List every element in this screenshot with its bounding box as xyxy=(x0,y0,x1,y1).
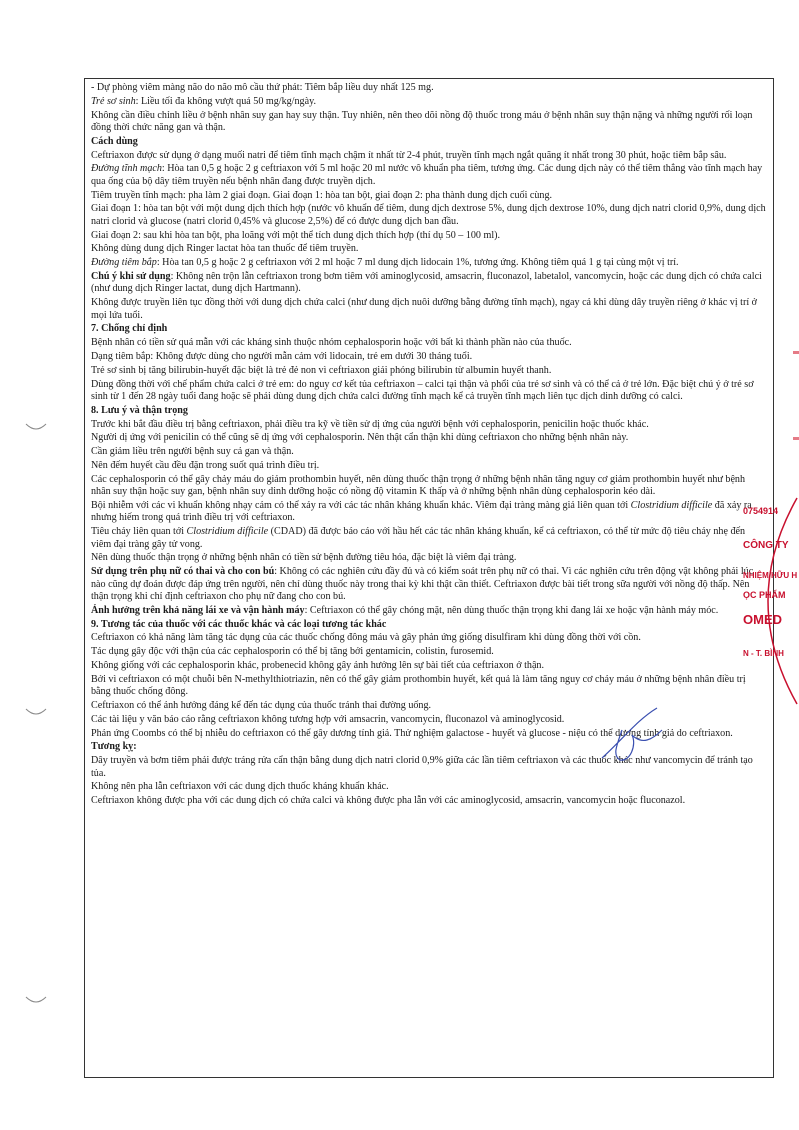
emphasis-text: Đường tĩnh mạch xyxy=(91,163,162,175)
section-heading: Tương kỵ: xyxy=(91,741,137,753)
section-heading: 7. Chống chỉ định xyxy=(91,323,168,335)
paragraph: Phản ứng Coombs có thể bị nhiễu do ceftriaxon có thể gây dương tính giả. Thử nghiệm galactose - huyết và glucose - niệu có thể dương tính giả do ceftriaxon. xyxy=(91,727,733,739)
stamp-text: N - T. BÌNH xyxy=(743,649,784,658)
stamp-text: CÔNG TY xyxy=(743,540,789,551)
emphasis-text: Sử dụng trên phụ nữ có thai và cho con bú xyxy=(91,566,275,578)
paragraph-text: : Không nên trộn lẫn ceftriaxon trong bơm tiêm với aminoglycosid, amsacrin, fluconazol, labetalol, vancomycin, hoặc các dung dịch có chứa calci (như dung dịch Ringer lactat, dung dịch Hartmann). xyxy=(91,270,762,295)
paragraph xyxy=(91,271,767,296)
paragraph: Không cần điều chỉnh liều ở bệnh nhân suy gan hay suy thận. Tuy nhiên, nên theo dõi nồng độ thuốc trong máu ở bệnh nhân suy thận nặng và những người rối loạn đồng thời chức năng gan và thận. xyxy=(91,109,753,133)
paragraph-text: : Không có các nghiên cứu đầy đủ và có kiểm soát trên phụ nữ có thai. Vì các nghiên cứu trên động vật không phải lúc nào cũng dự đoán được đáp ứng trên người, nên chỉ dùng thuốc này trong thai kỳ khi thật cần thiết. Ceftriaxon được bài tiết trong sữa người với nồng độ thấp. Nên thận trọng khi chỉ định ceftriaxon cho phụ nữ đang cho con bú. xyxy=(91,566,754,602)
stamp-text: ỌC PHẨM xyxy=(743,590,786,600)
paragraph: Ceftriaxon không được pha với các dung dịch có chứa calci và không được pha lẫn với các aminoglycosid, amsacrin, vancomycin hoặc fluconazol. xyxy=(91,795,686,807)
paragraph: Giai đoạn 2: sau khi hòa tan bột, pha loãng với một thể tích dung dịch thích hợp (thí dụ 50 – 100 ml). xyxy=(91,229,501,241)
section-heading: 8. Lưu ý và thận trọng xyxy=(91,404,188,416)
emphasis-text: Clostridium difficile xyxy=(630,499,713,511)
edge-mark xyxy=(791,350,799,356)
paragraph: Bệnh nhân có tiền sử quá mẫn với các kháng sinh thuộc nhóm cephalosporin hoặc với bất kì thành phần nào của thuốc. xyxy=(91,337,572,349)
paragraph: Dây truyền và bơm tiêm phải được tráng rửa cẩn thận bằng dung dịch natri clorid 0,9% giữa các lần tiêm ceftriaxon và các thuốc khác như vancomycin để tránh tạo tủa. xyxy=(91,755,753,779)
paragraph xyxy=(91,526,767,551)
section-heading: Cách dùng xyxy=(91,135,138,147)
paragraph: Bởi vì ceftriaxon có một chuỗi bên N-methylthiotriazin, nên có thể gây giảm prothombin huyết, kết quả là làm tăng nguy cơ chảy máu ở những bệnh nhân điều trị bằng thuốc chống đông. xyxy=(91,673,746,698)
paragraph: Giai đoạn 1: hòa tan bột với một dung dịch thích hợp (nước vô khuẩn để tiêm, dung dịch dextrose 5%, dung dịch dextrose 10%, dung dịch natri clorid 0,9%, dung dịch natri clorid và glucose (natri clorid 0,45% và glucose 2,5%) để có được dung dịch ban đầu. xyxy=(91,203,766,227)
emphasis-text: Trẻ sơ sinh xyxy=(91,95,136,107)
paragraph: Không giống với các cephalosporin khác, probenecid không gây ảnh hưởng lên sự bài tiết của ceftriaxon ở thận. xyxy=(91,659,545,671)
paragraph: Nên đếm huyết cầu đều đặn trong suốt quá trình điều trị. xyxy=(91,459,320,471)
paragraph: Tác dụng gây độc với thận của các cephalosporin có thể bị tăng bởi gentamicin, colistin, furosemid. xyxy=(91,646,494,658)
paragraph: Tiêm truyền tĩnh mạch: pha làm 2 giai đoạn. Giai đoạn 1: hòa tan bột, giai đoạn 2: pha thành dung dịch cuối cùng. xyxy=(91,189,553,201)
paragraph: Các tài liệu y văn báo cáo rằng ceftriaxon không tương hợp với amsacrin, vancomycin, fluconazol và aminoglycosid. xyxy=(91,713,565,725)
emphasis-text: Đường tiêm bắp xyxy=(91,257,157,269)
punch-hole-mark xyxy=(22,991,50,1009)
paragraph xyxy=(91,605,767,617)
punch-hole-mark xyxy=(22,418,50,436)
paragraph: Không được truyền liên tục đồng thời với dung dịch chứa calci (như dung dịch nuôi dưỡng bằng đường tĩnh mạch), ngay cả khi dùng dây truyền riêng ở khác vị trí ở mọi lứa tuổi. xyxy=(91,297,757,321)
punch-hole-mark xyxy=(22,703,50,721)
paragraph-text: : Ceftriaxon có thể gây chóng mặt, nên dùng thuốc thận trọng khi đang lái xe hoặc vận hành máy móc. xyxy=(304,604,719,616)
emphasis-text: Ảnh hưởng trên khả năng lái xe và vận hành máy xyxy=(91,604,305,616)
paragraph: Cần giảm liều trên người bệnh suy cả gan và thận. xyxy=(91,446,294,458)
paragraph: Không dùng dung dịch Ringer lactat hòa tan thuốc để tiêm truyền. xyxy=(91,243,359,255)
document-page xyxy=(84,78,774,1078)
paragraph: Ceftriaxon có khả năng làm tăng tác dụng của các thuốc chống đông máu và gây phản ứng giống disulfiram khi dùng đồng thời với cồn. xyxy=(91,632,641,644)
emphasis-text: Clostridium difficile xyxy=(186,526,269,538)
paragraph: Người dị ứng với penicilin có thể cũng sẽ dị ứng với cephalosporin. Nên thật cẩn thận khi dùng ceftriaxon cho những bệnh nhân này. xyxy=(91,432,629,444)
paragraph: Trước khi bắt đầu điều trị bằng ceftriaxon, phải điều tra kỹ về tiền sử dị ứng của người bệnh với cephalosporin, penicilin hoặc thuốc khác. xyxy=(91,418,649,430)
paragraph-text: Bội nhiễm với các vi khuẩn không nhạy cảm có thể xảy ra với các tác nhân kháng khuẩn khác. Viêm đại tràng màng giả liên quan tới xyxy=(91,499,631,511)
paragraph: Các cephalosporin có thể gây chảy máu do giảm prothombin huyết, nên dùng thuốc thận trọng ở những bệnh nhân tăng nguy cơ giảm prothombin huyết như bệnh nhân suy thận hoặc suy gan, bệnh nhân suy dinh dưỡng hoặc có nồng độ vitamin K thấp và ở những bệnh nhân dùng cephalosporin kéo dài. xyxy=(91,473,746,498)
paragraph: Ceftriaxon có thể ảnh hưởng đáng kể đến tác dụng của thuốc tránh thai đường uống. xyxy=(91,699,432,711)
paragraph: Dùng đồng thời với chế phẩm chứa calci ở trẻ em: do nguy cơ kết tủa ceftriaxon – calci tại thận và phổi của trẻ sơ sinh và có thể cả ở trẻ lớn. Đặc biệt chú ý ở trẻ sơ sinh từ 1 đến 28 ngày tuổi đang hoặc sẽ phải dùng dung dịch chứa calci đường tĩnh mạch kể cả truyền tĩnh mạch liên tục dịch dinh dưỡng có calci. xyxy=(91,378,754,402)
stamp-text: OMED xyxy=(743,612,782,627)
paragraph: Dạng tiêm bắp: Không được dùng cho người mẫn cảm với lidocain, trẻ em dưới 30 tháng tuổi. xyxy=(91,350,473,362)
edge-mark xyxy=(791,436,799,442)
paragraph: Trẻ sơ sinh bị tăng bilirubin-huyết đặc biệt là trẻ đẻ non vì ceftriaxon giải phóng bilirubin từ albumin huyết thanh. xyxy=(91,364,552,376)
paragraph-text: : Hòa tan 0,5 g hoặc 2 g ceftriaxon với 2 ml hoặc 7 ml dung dịch lidocain 1%, tương ứng. Không tiêm quá 1 g tại cùng một vị trí. xyxy=(156,257,679,269)
paragraph: - Dự phòng viêm màng não do não mô cầu thứ phát: Tiêm bắp liều duy nhất 125 mg. xyxy=(91,82,434,93)
paragraph: Nên dùng thuốc thận trọng ở những bệnh nhân có tiền sử bệnh đường tiêu hóa, đặc biệt là viêm đại tràng. xyxy=(91,552,517,564)
stamp-text: NHIỆM HỮU H xyxy=(743,571,798,580)
paragraph-text: (CDAD) đã được báo cáo với hầu hết các tác nhân kháng khuẩn, kể cả ceftriaxon, có thể từ mức độ tiêu chảy nhẹ đến viêm đại tràng gây tử vong. xyxy=(91,526,746,550)
paragraph: Ceftriaxon được sử dụng ở dạng muối natri để tiêm tĩnh mạch chậm ít nhất từ 2-4 phút, truyền tĩnh mạch ngắt quãng ít nhất trong 30 phút, hoặc tiêm bắp sâu. xyxy=(91,149,727,161)
paragraph-text: : Hòa tan 0,5 g hoặc 2 g ceftriaxon với 5 ml hoặc 20 ml nước vô khuẩn pha tiêm, tương ứng. Các dung dịch này có thể tiêm thẳng vào tĩnh mạch hay qua ống của bộ dây tiêm truyền nếu bệnh nhân đang được truyền dịch. xyxy=(91,163,763,187)
paragraph xyxy=(91,163,767,188)
section-heading: 9. Tương tác của thuốc với các thuốc khác và các loại tương tác khác xyxy=(91,618,387,630)
paragraph-text: : Liều tối đa không vượt quá 50 mg/kg/ngày. xyxy=(135,95,316,107)
paragraph-text: đã xảy ra nhưng hiếm trong quá trình điều trị với ceftriaxon. xyxy=(91,499,752,524)
paragraph xyxy=(91,96,767,108)
paragraph: Không nên pha lẫn ceftriaxon với các dung dịch thuốc kháng khuẩn khác. xyxy=(91,781,389,793)
emphasis-text: Chú ý khi sử dụng xyxy=(91,270,171,282)
paragraph xyxy=(91,500,767,525)
paragraph xyxy=(91,257,767,269)
company-stamp xyxy=(739,496,799,706)
handwritten-signature xyxy=(582,700,702,770)
paragraph xyxy=(91,566,767,603)
paragraph-text: Tiêu chảy liên quan tới xyxy=(91,526,187,538)
stamp-text: 0754914 xyxy=(743,506,779,516)
